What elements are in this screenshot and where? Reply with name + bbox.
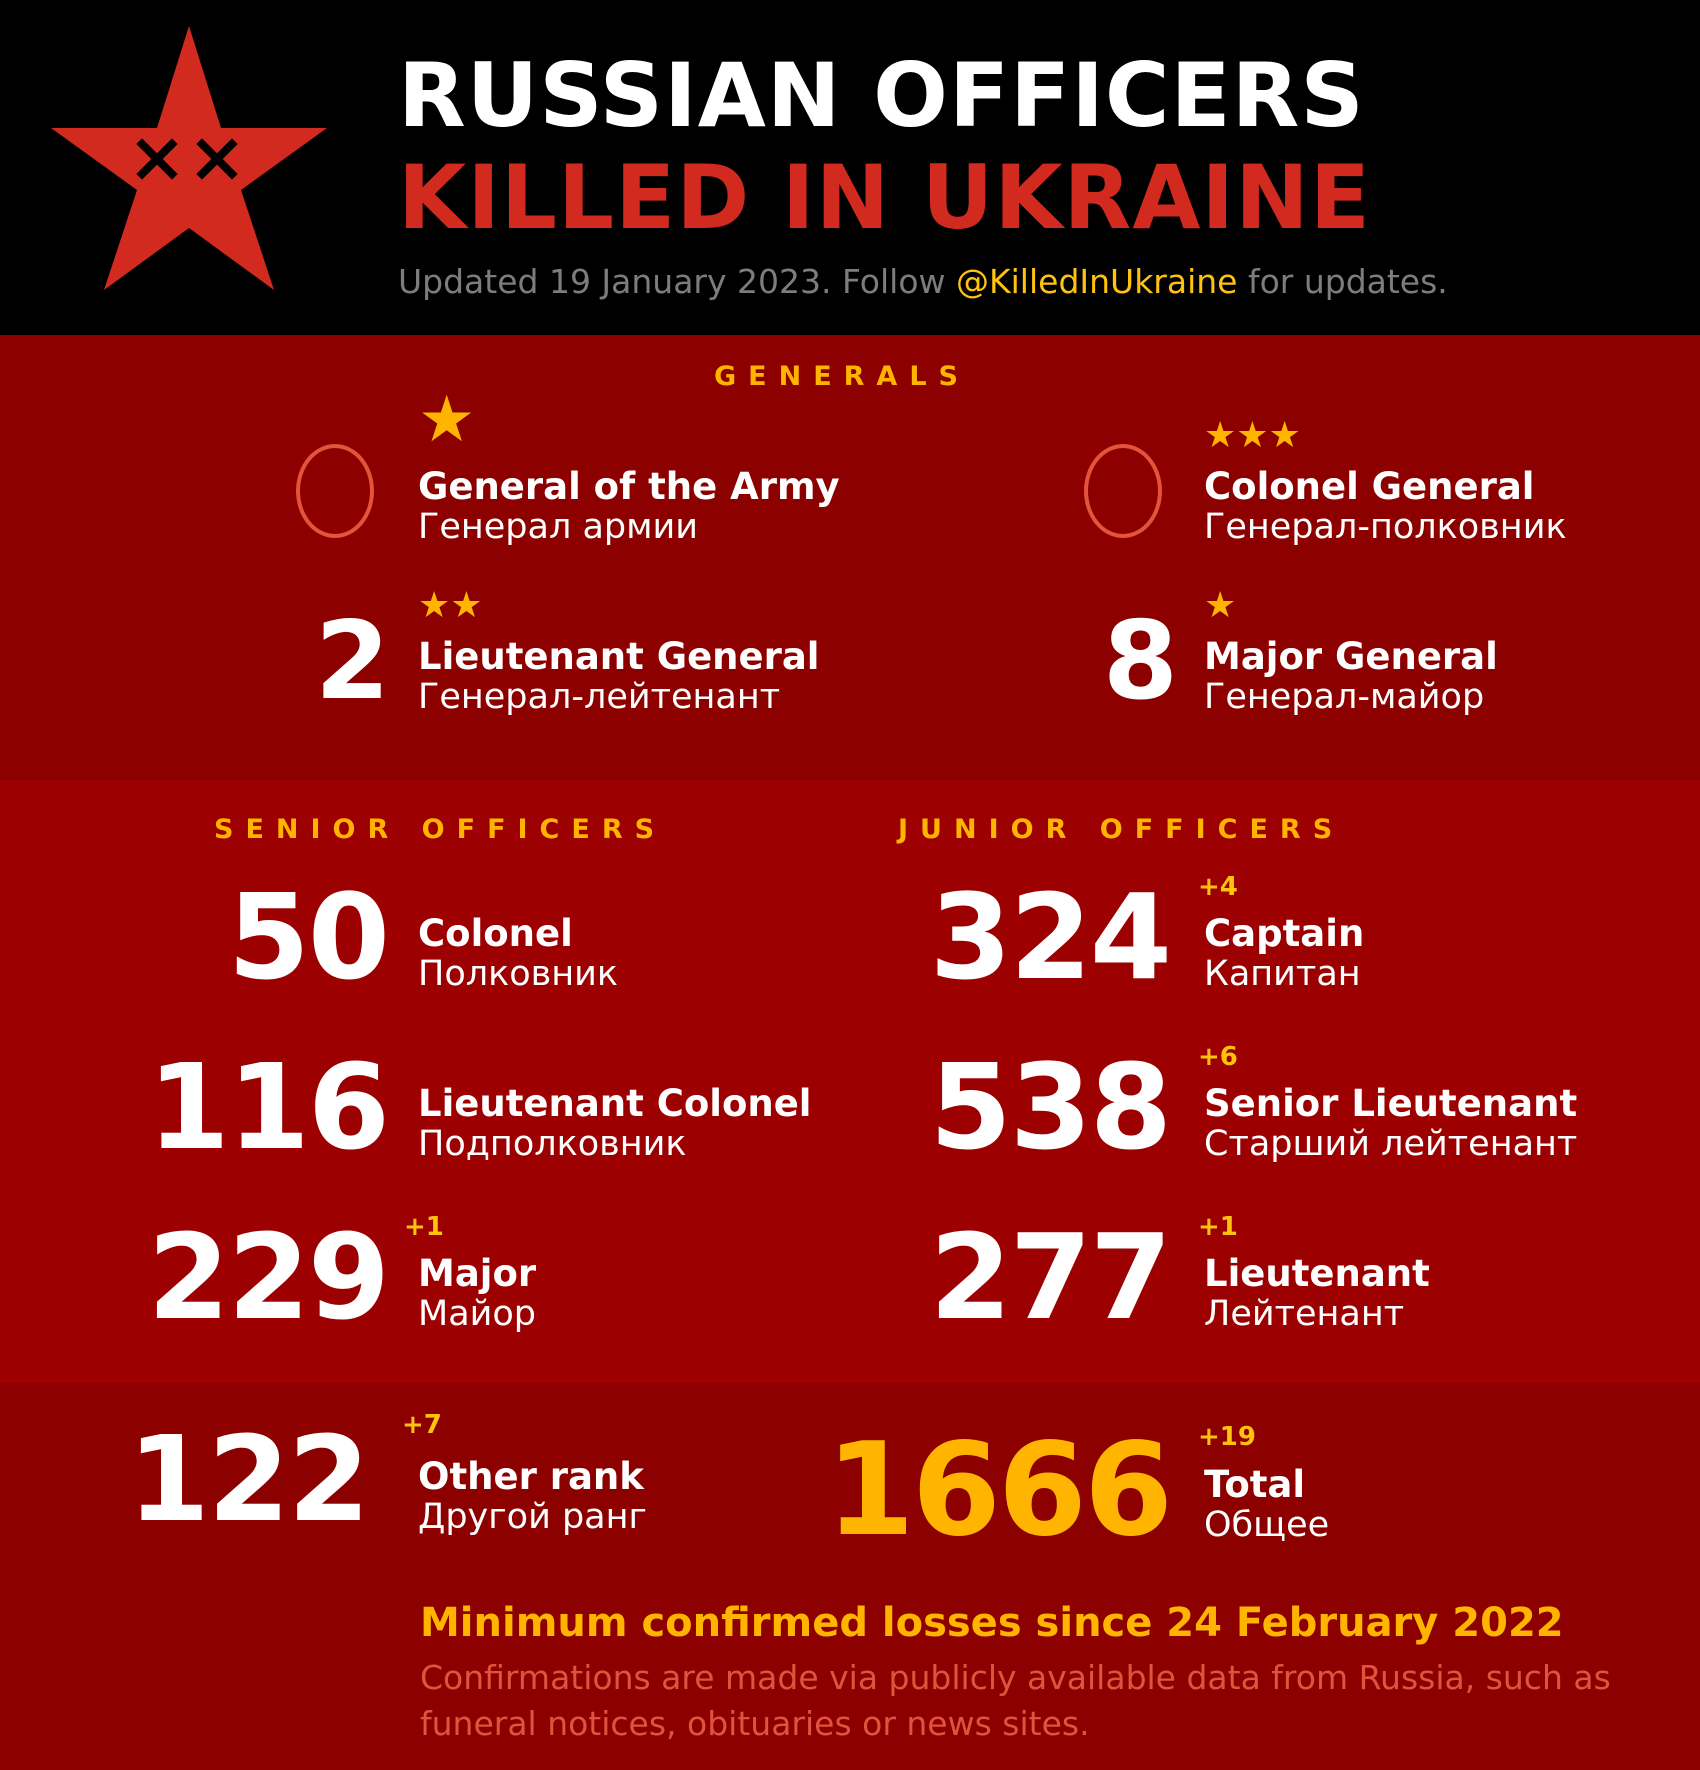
rank-ru-senior-lieutenant: Старший лейтенант: [1204, 1124, 1578, 1164]
junior-officers-heading: JUNIOR OFFICERS: [898, 814, 1345, 845]
count-captain: 324: [929, 868, 1170, 1006]
title-line-2: KILLED IN UKRAINE: [398, 146, 1371, 249]
rank-en-major: Major: [418, 1252, 537, 1295]
count-other-rank: 122: [127, 1410, 368, 1548]
header: [0, 0, 1700, 335]
rank-en-captain: Captain: [1204, 912, 1365, 955]
subtitle-suffix: for updates.: [1237, 262, 1448, 301]
count-total: 1666: [825, 1416, 1170, 1565]
rank-en-colonel-general: Colonel General: [1204, 465, 1535, 508]
rank-ru-colonel: Полковник: [418, 954, 619, 994]
rank-ru-other-rank: Другой ранг: [418, 1497, 647, 1537]
twitter-handle-link[interactable]: @KilledInUkraine: [956, 262, 1238, 301]
rank-en-lieutenant-general: Lieutenant General: [418, 635, 820, 678]
generals-heading: GENERALS: [714, 361, 970, 392]
rank-en-other-rank: Other rank: [418, 1455, 644, 1498]
rank-en-lieutenant-colonel: Lieutenant Colonel: [418, 1082, 812, 1125]
count-major-general: 8: [1102, 599, 1176, 724]
delta-total: +19: [1198, 1422, 1256, 1452]
count-colonel: 50: [227, 868, 388, 1006]
count-senior-lieutenant: 538: [929, 1038, 1170, 1176]
rank-ru-major: Майор: [418, 1294, 537, 1334]
rank-ru-lieutenant-general: Генерал-лейтенант: [418, 677, 781, 717]
count-major: 229: [147, 1208, 388, 1346]
rank-en-lieutenant: Lieutenant: [1204, 1252, 1430, 1295]
subtitle: [398, 262, 1448, 301]
rank-en-general-of-the-army: General of the Army: [418, 465, 840, 508]
rank-ru-lieutenant: Лейтенант: [1204, 1294, 1405, 1334]
count-lieutenant-colonel: 116: [147, 1038, 388, 1176]
count-lieutenant: 277: [929, 1208, 1170, 1346]
zero-ring-icon: [1084, 444, 1162, 538]
title-line-1: RUSSIAN OFFICERS: [398, 44, 1365, 147]
rank-ru-lieutenant-colonel: Подполковник: [418, 1124, 687, 1164]
rank-ru-captain: Капитан: [1204, 954, 1361, 994]
footer-title: Minimum confirmed losses since 24 February 2022: [420, 1600, 1564, 1646]
rank-ru-colonel-general: Генерал-полковник: [1204, 507, 1567, 547]
delta-captain: +4: [1198, 872, 1238, 902]
two-stars-icon: ★★: [418, 585, 483, 626]
delta-lieutenant: +1: [1198, 1212, 1238, 1242]
rank-en-senior-lieutenant: Senior Lieutenant: [1204, 1082, 1578, 1125]
one-star-icon: ★: [1204, 585, 1237, 626]
count-lieutenant-general: 2: [314, 599, 388, 724]
zero-ring-icon: [296, 444, 374, 538]
label-en-total: Total: [1204, 1463, 1306, 1506]
rank-ru-general-of-the-army: Генерал армии: [418, 507, 699, 547]
label-ru-total: Общее: [1204, 1505, 1330, 1545]
delta-major: +1: [404, 1212, 444, 1242]
rank-en-major-general: Major General: [1204, 635, 1498, 678]
footer-note: Confirmations are made via publicly available data from Russia, such as funeral notices, obituaries or news sites.: [420, 1658, 1611, 1743]
red-star-crossed-eyes-icon: [50, 22, 330, 292]
delta-other-rank: +7: [402, 1410, 442, 1440]
three-stars-icon: ★★★: [1204, 415, 1301, 456]
rank-en-colonel: Colonel: [418, 912, 573, 955]
subtitle-prefix: Updated 19 January 2023. Follow: [398, 262, 956, 301]
one-star-icon: ★: [418, 383, 476, 457]
delta-senior-lieutenant: +6: [1198, 1042, 1238, 1072]
rank-ru-major-general: Генерал-майор: [1204, 677, 1485, 717]
senior-officers-heading: SENIOR OFFICERS: [214, 814, 667, 845]
